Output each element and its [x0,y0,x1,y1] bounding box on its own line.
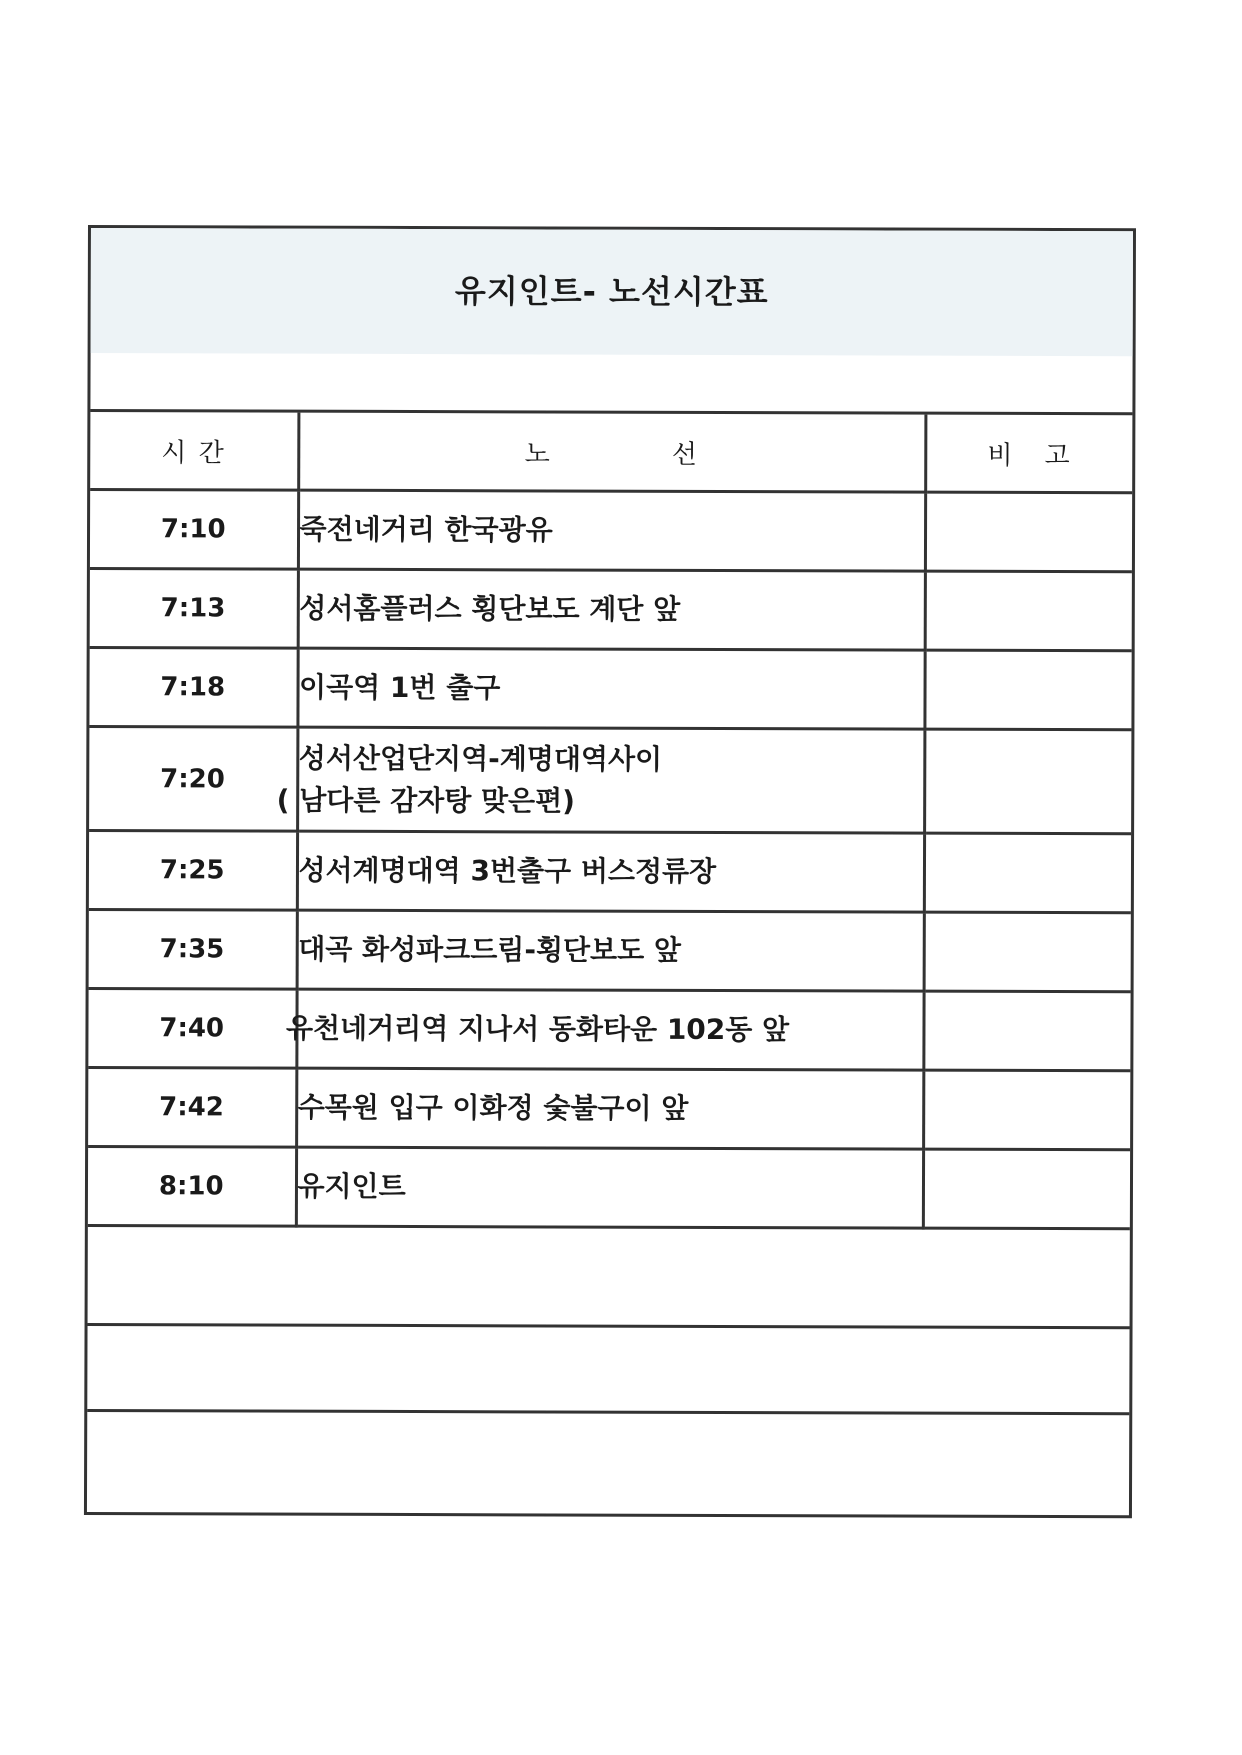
stop-line: 성서계명대역 3번출구 버스정류장 [298,853,717,888]
stop-line: 성서산업단지역-계명대역사이 [298,741,663,776]
time-cell: 7:40 [88,989,296,1069]
time-cell: 7:35 [89,910,297,990]
stop-cell [298,569,925,650]
note-cell [925,492,1132,572]
stop-line: 대곡 화성파크드림-횡단보도 앞 [298,932,682,967]
time-cell: 7:13 [90,569,298,649]
stop-line: 유천네거리역 지나서 동화타운 102동 앞 [285,1011,790,1047]
stop-cell [296,1068,923,1149]
stop-line: 유지인트 [297,1169,406,1204]
time-cell: 7:10 [90,490,298,570]
stop-cell [297,831,924,912]
stop-cell [298,490,925,571]
table-row [89,648,1131,730]
note-header [925,415,1132,493]
table-row [88,989,1130,1071]
route-table [88,412,1133,1230]
page-title: 유지인트- 노선시간표 [454,271,769,311]
note-cell [923,1149,1130,1229]
stop-line: 죽전네거리 한국광유 [299,512,553,547]
blank-footer-row [87,1409,1129,1501]
stop-line-note: ( 남다른 감자탕 맞은편) [276,783,576,818]
time-cell: 7:18 [89,648,297,728]
table-row [88,1147,1130,1229]
note-cell [924,729,1131,834]
time-cell: 7:20 [89,727,297,832]
stop-line: 이곡역 1번 출구 [298,670,501,705]
route-header-part-1: 노 [524,438,552,469]
time-cell: 7:42 [88,1068,296,1148]
table-row [90,490,1132,572]
stop-cell [297,648,924,729]
note-cell [924,833,1131,913]
time-cell: 8:10 [88,1147,296,1227]
stop-cell [296,1147,923,1228]
route-header [298,413,925,492]
stop-cell [285,989,923,1070]
note-cell [923,991,1130,1071]
table-row [89,727,1131,834]
blank-band [90,353,1132,415]
time-header: 시 간 [90,412,298,490]
stop-cell [297,910,924,991]
title-band [91,228,1133,356]
time-cell: 7:25 [89,831,297,911]
table-row [89,910,1131,992]
stop-line: 성서홈플러스 횡단보도 계단 앞 [299,591,681,626]
note-cell [924,912,1131,992]
note-header-part-1: 비 [987,440,1015,471]
stop-line: 수목원 입구 이화정 숯불구이 앞 [297,1090,689,1125]
table-row [89,831,1131,913]
blank-footer-row [87,1323,1129,1415]
note-cell [924,650,1131,730]
table-row [88,1068,1130,1150]
note-cell [923,1070,1130,1150]
blank-footer-row [88,1237,1130,1326]
timetable-sheet [84,225,1136,1518]
table-row [90,569,1132,651]
route-header-part-2: 선 [671,439,699,470]
note-cell [925,571,1132,651]
header-row [90,412,1132,493]
note-header-part-2: 고 [1044,440,1072,471]
stop-cell [276,727,924,833]
